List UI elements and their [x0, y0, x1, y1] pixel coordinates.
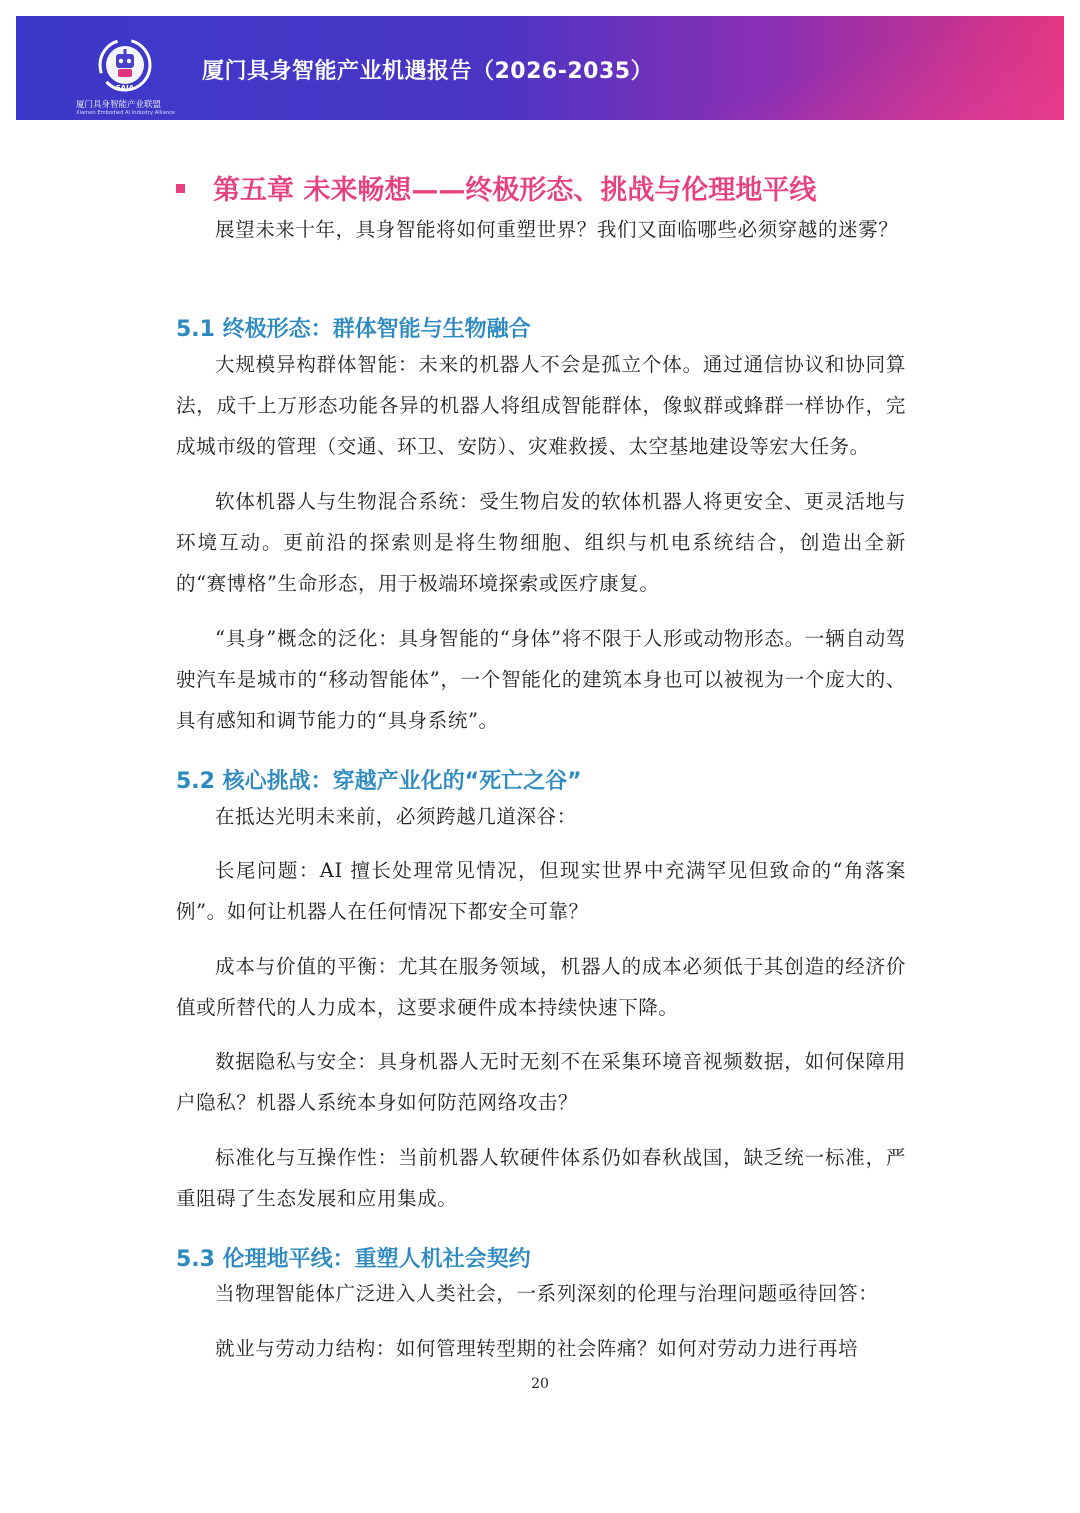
- section-title-5-1: 5.1 终极形态：群体智能与生物融合: [176, 317, 531, 342]
- paragraph: 就业与劳动力结构：如何管理转型期的社会阵痛？如何对劳动力进行再培: [215, 1337, 859, 1360]
- paragraph: 数据隐私与安全：具身机器人无时无刻不在采集环境音视频数据，如何保障用户隐私？机器人系统本身如何防范网络攻击？: [176, 1050, 906, 1114]
- paragraph: 软体机器人与生物混合系统：受生物启发的软体机器人将更安全、更灵活地与环境互动。更前沿的探索则是将生物细胞、组织与机电系统结合，创造出全新的“赛博格”生命形态，用于极端环境探索或医疗康复。: [176, 490, 906, 595]
- paragraph: “具身”概念的泛化：具身智能的“身体”将不限于人形或动物形态。一辆自动驾驶汽车是城市的“移动智能体”，一个智能化的建筑本身也可以被视为一个庞大的、具有感知和调节能力的“具身系统”。: [176, 627, 906, 732]
- paragraph: 大规模异构群体智能：未来的机器人不会是孤立个体。通过通信协议和协同算法，成千上万形态功能各异的机器人将组成智能群体，像蚁群或蜂群一样协作，完成城市级的管理（交通、环卫、安防）、灾难救援、太空基地建设等宏大任务。: [176, 353, 906, 458]
- report-header-band: [16, 16, 1064, 120]
- paragraph: 长尾问题：AI 擅长处理常见情况，但现实世界中充满罕见但致命的“角落案例”。如何让机器人在任何情况下都安全可靠？: [176, 859, 906, 923]
- section-title-5-3: 5.3 伦理地平线：重塑人机社会契约: [176, 1247, 531, 1272]
- paragraph: 成本与价值的平衡：尤其在服务领域，机器人的成本必须低于其创造的经济价值或所替代的人力成本，这要求硬件成本持续快速下降。: [176, 955, 906, 1019]
- page-number: 20: [531, 1376, 549, 1392]
- paragraph: 在抵达光明未来前，必须跨越几道深谷：: [215, 805, 577, 828]
- chapter-title-text: 第五章 未来畅想——终极形态、挑战与伦理地平线: [213, 175, 817, 206]
- paragraph: 当物理智能体广泛进入人类社会，一系列深刻的伦理与治理问题亟待回答：: [215, 1282, 879, 1305]
- report-title: 厦门具身智能产业机遇报告（2026-2035）: [202, 59, 654, 84]
- chapter-intro: 展望未来十年，具身智能将如何重塑世界？我们又面临哪些必须穿越的迷雾？: [215, 218, 899, 241]
- paragraph: 标准化与互操作性：当前机器人软硬件体系仍如春秋战国，缺乏统一标准，严重阻碍了生态发展和应用集成。: [176, 1146, 906, 1210]
- logo-badge-text: EAIA: [115, 84, 135, 92]
- logo-caption-cn: 厦门具身智能产业联盟: [76, 100, 162, 110]
- chapter-heading: [176, 168, 816, 207]
- logo-caption-en: Xiamen Embodied AI Industry Alliance: [76, 110, 176, 116]
- chapter-bullet-icon: [176, 184, 185, 193]
- robot-logo-icon: [96, 38, 154, 96]
- section-title-5-2: 5.2 核心挑战：穿越产业化的“死亡之谷”: [176, 769, 582, 794]
